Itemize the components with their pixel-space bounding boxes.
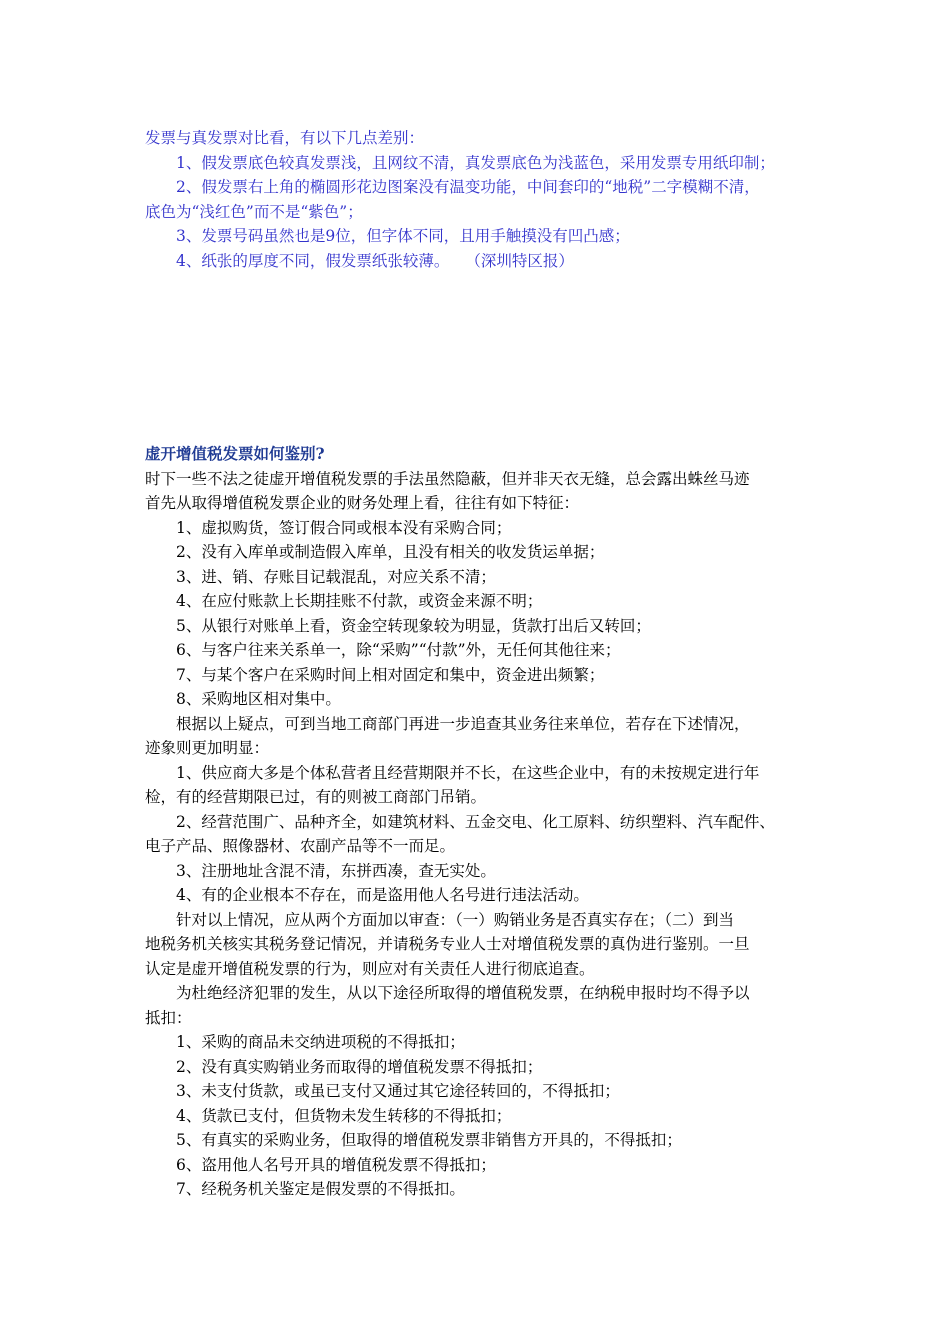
- no-deduct-item: 3、未支付货款，或虽已支付又通过其它途径转回的，不得抵扣；: [176, 1082, 620, 1100]
- review-paragraph-line-2: 地税务机关核实其税务登记情况，并请税务专业人士对增值税发票的真伪进行鉴别。一旦: [145, 935, 750, 953]
- intro-line-2: 首先从取得增值税发票企业的财务处理上看，往往有如下特征：: [145, 494, 580, 512]
- feature-item: 1、虚拟购货，签订假合同或根本没有采购合同；: [176, 518, 512, 537]
- comparison-item-4: 4、纸张的厚度不同，假发票纸张较薄。: [176, 251, 450, 270]
- sign-item-1b: 检，有的经营期限已过，有的则被工商部门吊销。: [145, 788, 487, 806]
- prevent-paragraph-line-1: 为杜绝经济犯罪的发生，从以下途径所取得的增值税发票，在纳税申报时均不得予以: [176, 984, 750, 1002]
- review-paragraph-line-1: 针对以上情况，应从两个方面加以审查：（一）购销业务是否真实存在；（二）到当: [176, 910, 735, 929]
- vat-invoice-section: [145, 442, 825, 1202]
- no-deduct-item: 2、没有真实购销业务而取得的增值税发票不得抵扣；: [176, 1057, 543, 1076]
- feature-item: 8、采购地区相对集中。: [176, 690, 341, 708]
- comparison-item-2-continuation: 底色为“浅红色”而不是“紫色”；: [145, 202, 363, 221]
- sign-item-4: 4、有的企业根本不存在，而是盗用他人名号进行违法活动。: [176, 886, 589, 904]
- sign-item-1a: 1、供应商大多是个体私营者且经营期限并不长，在这些企业中，有的未按规定进行年: [176, 763, 760, 782]
- fake-invoice-comparison-section: [145, 126, 825, 273]
- review-paragraph-line-3: 认定是虚开增值税发票的行为，则应对有关责任人进行彻底追查。: [145, 959, 595, 978]
- source-citation: （深圳特区报）: [465, 251, 574, 270]
- sign-item-3: 3、注册地址含混不清，东拼西凑，查无实处。: [176, 861, 496, 880]
- doubt-paragraph-line-2: 迹象则更加明显：: [145, 739, 270, 757]
- comparison-intro: 发票与真发票对比看，有以下几点差别：: [145, 129, 425, 147]
- feature-item: 7、与某个客户在采购时间上相对固定和集中，资金进出频繁；: [176, 665, 605, 684]
- comparison-item-1: 1、假发票底色较真发票浅，且网纹不清，真发票底色为浅蓝色，采用发票专用纸印制；: [176, 153, 775, 172]
- no-deduct-item: 6、盗用他人名号开具的增值税发票不得抵扣；: [176, 1155, 496, 1174]
- doubt-paragraph-line-1: 根据以上疑点，可到当地工商部门再进一步追查其业务往来单位，若存在下述情况，: [176, 714, 750, 733]
- feature-item: 3、进、销、存账目记载混乱，对应关系不清；: [176, 567, 496, 586]
- comparison-item-4-line: [145, 249, 825, 274]
- no-deduct-item: 4、货款已支付，但货物未发生转移的不得抵扣；: [176, 1106, 512, 1125]
- intro-line-1: 时下一些不法之徒虚开增值税发票的手法虽然隐蔽，但并非天衣无缝，总会露出蛛丝马迹: [145, 469, 750, 488]
- section-title: 虚开增值税发票如何鉴别?: [145, 444, 325, 463]
- feature-item: 5、从银行对账单上看，资金空转现象较为明显，货款打出后又转回；: [176, 616, 651, 635]
- comparison-item-2: 2、假发票右上角的椭圆形花边图案没有温变功能，中间套印的“地税”二字模糊不清，: [176, 178, 760, 196]
- sign-item-2a: 2、经营范围广、品种齐全，如建筑材料、五金交电、化工原料、纺织塑料、汽车配件、: [176, 812, 775, 831]
- sign-item-2b: 电子产品、照像器材、农副产品等不一而足。: [145, 837, 456, 855]
- no-deduct-item: 1、采购的商品未交纳进项税的不得抵扣；: [176, 1033, 465, 1051]
- prevent-paragraph-line-2: 抵扣：: [145, 1008, 192, 1027]
- feature-item: 4、在应付账款上长期挂账不付款，或资金来源不明；: [176, 592, 543, 610]
- feature-item: 2、没有入库单或制造假入库单，且没有相关的收发货运单据；: [176, 543, 605, 561]
- feature-item: 6、与客户往来关系单一，除“采购”“付款”外，无任何其他往来；: [176, 641, 621, 659]
- no-deduct-item: 5、有真实的采购业务，但取得的增值税发票非销售方开具的，不得抵扣；: [176, 1131, 682, 1149]
- no-deduct-item: 7、经税务机关鉴定是假发票的不得抵扣。: [176, 1180, 465, 1198]
- comparison-item-3: 3、发票号码虽然也是9位，但字体不同，且用手触摸没有凹凸感；: [176, 227, 630, 245]
